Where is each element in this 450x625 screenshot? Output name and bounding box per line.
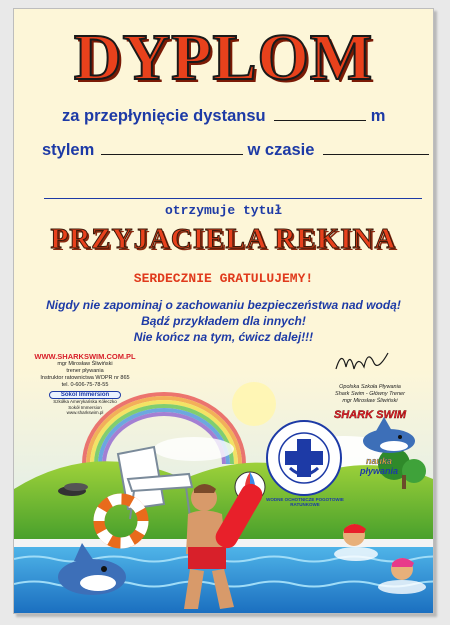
right-name: mgr Mirosław Śliwiński [342, 398, 398, 404]
distance-blank [274, 108, 366, 121]
website-text: WWW.SHARKSWIM.COM.PL [34, 352, 136, 361]
left-phone: tel. 0-606-75-78-55 [61, 382, 109, 388]
right-school: Opolska Szkoła Pływania [339, 384, 401, 390]
style-blank [101, 142, 243, 155]
message-line-2: Bądź przykładem dla innych! [141, 314, 306, 328]
message-line-1: Nigdy nie zapominaj o zachowaniu bezpieczeństwa nad wodą! [46, 298, 401, 312]
nauka-plywania: nauka pływania [359, 456, 398, 476]
subtitle: otrzymuje tytuł [164, 203, 283, 218]
distance-label: za przepłynięcie dystansu [62, 107, 266, 125]
award-title: PRZYJACIELA REKINA [50, 223, 397, 255]
style-label: stylem [42, 141, 95, 159]
left-role2: Instruktor ratownictwa WOPR nr 865 [40, 375, 130, 381]
time-label: w czasie [247, 141, 315, 159]
logo-sub-1: Szkółka Amerykańska Kółeczko [53, 399, 117, 404]
right-school2: Shark Swim - Główny Trener [335, 391, 405, 397]
distance-row [62, 107, 385, 126]
left-name: mgr Mirosław Śliwiński [57, 361, 113, 367]
wopr-emblem [267, 421, 341, 495]
left-info [30, 352, 140, 416]
time-blank [323, 142, 429, 155]
distance-unit: m [370, 107, 386, 125]
congrats-text: SERDECZNIE GRATULUJEMY! [133, 271, 314, 286]
shark-swim-brand: SHARK SWIM [333, 409, 407, 421]
signature-image [332, 345, 392, 379]
diploma-title: DYPLOM [73, 21, 374, 94]
logo-sub-3: www.sharkswim.pl [66, 410, 104, 415]
wopr-text: WODNE OCHOTNICZE POGOTOWIE RATUNKOWE [266, 497, 344, 507]
message-block [14, 297, 433, 345]
style-row [42, 141, 429, 160]
message-line-3: Nie kończ na tym, ćwicz dalej!!! [133, 330, 314, 344]
left-role1: trener pływania [66, 368, 104, 374]
name-line [44, 198, 422, 199]
diploma-sheet [13, 8, 434, 614]
sokol-logo: Sokol Immersion [49, 391, 121, 399]
logo-sub-2: Sokół Immersion [68, 404, 102, 410]
right-info [314, 384, 426, 421]
